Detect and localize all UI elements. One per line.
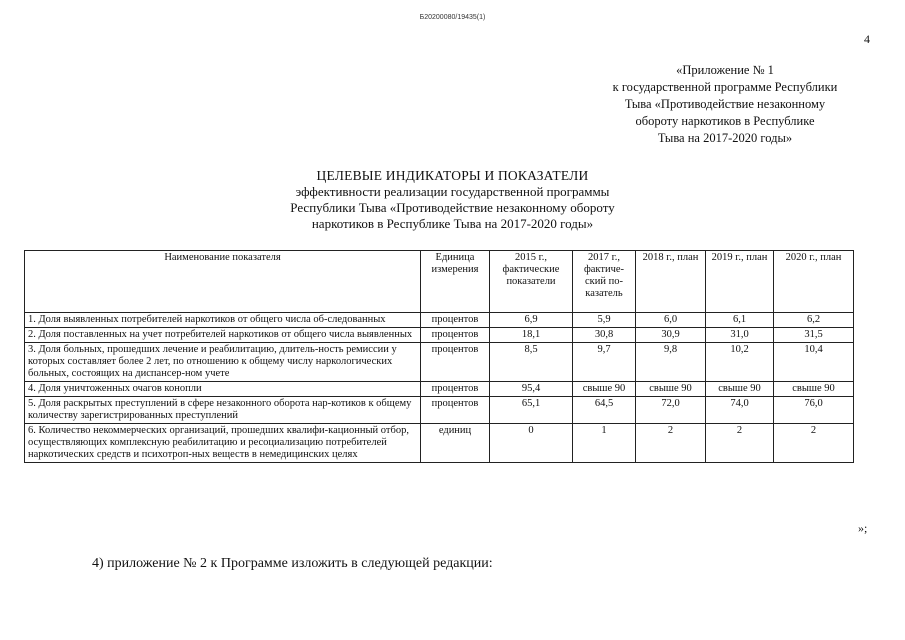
title-line: эффективности реализации государственной программы [295, 184, 610, 199]
indicator-value: 2 [706, 424, 774, 463]
indicator-value: 30,8 [573, 328, 636, 343]
table-row [25, 424, 854, 463]
indicator-unit: единиц [421, 424, 490, 463]
indicator-value: 10,4 [774, 343, 854, 382]
indicator-value: 31,0 [706, 328, 774, 343]
indicator-name: 5. Доля раскрытых преступлений в сфере незаконного оборота нар-котиков к общему количеству зарегистрированных преступлений [25, 397, 421, 424]
title-line: ЦЕЛЕВЫЕ ИНДИКАТОРЫ И ПОКАЗАТЕЛИ [316, 168, 589, 183]
indicator-value: 76,0 [774, 397, 854, 424]
indicator-name: 2. Доля поставленных на учет потребителей наркотиков от общего числа выявленных [25, 328, 421, 343]
table-row [25, 328, 854, 343]
amendment-instruction: 4) приложение № 2 к Программе изложить в следующей редакции: [92, 556, 493, 571]
indicator-value: 5,9 [573, 313, 636, 328]
indicator-value: 2 [636, 424, 706, 463]
indicator-value: 18,1 [490, 328, 573, 343]
indicator-value: 6,1 [706, 313, 774, 328]
indicator-name: 1. Доля выявленных потребителей наркотиков от общего числа об-следованных [25, 313, 421, 328]
closing-quote-mark: »; [858, 521, 868, 535]
indicator-name: 3. Доля больных, прошедших лечение и реабилитацию, длитель-ность ремиссии у которых составляет более 2 лет, по отношению к общему числу наркологических больных, состоящих на диспансер-ном учете [25, 343, 421, 382]
indicator-value: 6,9 [490, 313, 573, 328]
indicator-value: 95,4 [490, 382, 573, 397]
indicator-value: 0 [490, 424, 573, 463]
indicator-value: свыше 90 [573, 382, 636, 397]
indicator-name: 6. Количество некоммерческих организаций, прошедших квалифи-кационный отбор, осуществляющих комплексную реабилитацию и ресоциализацию потребителей наркотических средств и психотроп-ных веществ в немедицинских целях [25, 424, 421, 463]
indicator-value: 64,5 [573, 397, 636, 424]
appendix-line: Тыва «Противодействие незаконному [624, 97, 826, 111]
indicator-value: 6,2 [774, 313, 854, 328]
table-row [25, 382, 854, 397]
table-row [25, 313, 854, 328]
indicator-value: 9,8 [636, 343, 706, 382]
indicator-value: свыше 90 [636, 382, 706, 397]
indicator-unit: процентов [421, 397, 490, 424]
indicator-value: 31,5 [774, 328, 854, 343]
indicator-value: 10,2 [706, 343, 774, 382]
title-line: Республики Тыва «Противодействие незаконному обороту [290, 200, 615, 215]
indicator-unit: процентов [421, 313, 490, 328]
table-header-row [25, 251, 854, 313]
header-cell: 2017 г., фактиче-ский по-казатель [573, 251, 636, 313]
appendix-line: «Приложение № 1 [676, 63, 774, 77]
title-line: наркотиков в Республике Тыва на 2017-2020 годы» [311, 216, 594, 231]
indicator-value: 74,0 [706, 397, 774, 424]
indicator-value: 1 [573, 424, 636, 463]
appendix-line: обороту наркотиков в Республике [635, 114, 815, 128]
indicator-value: 6,0 [636, 313, 706, 328]
indicator-value: 9,7 [573, 343, 636, 382]
indicator-unit: процентов [421, 343, 490, 382]
header-cell: 2015 г., фактические показатели [490, 251, 573, 313]
appendix-heading [560, 62, 890, 147]
indicator-value: свыше 90 [706, 382, 774, 397]
header-cell: 2019 г., план [706, 251, 774, 313]
indicator-unit: процентов [421, 328, 490, 343]
indicator-value: 8,5 [490, 343, 573, 382]
header-cell: 2018 г., план [636, 251, 706, 313]
table-row [25, 343, 854, 382]
document-code: Б20200080/19435(1) [419, 14, 486, 21]
header-cell: Наименование показателя [25, 251, 421, 313]
table-row [25, 397, 854, 424]
indicator-value: 30,9 [636, 328, 706, 343]
indicator-value: свыше 90 [774, 382, 854, 397]
indicators-table [24, 250, 854, 463]
indicator-name: 4. Доля уничтоженных очагов конопли [25, 382, 421, 397]
indicator-value: 2 [774, 424, 854, 463]
appendix-line: Тыва на 2017-2020 годы» [657, 131, 793, 145]
header-cell: 2020 г., план [774, 251, 854, 313]
indicator-value: 72,0 [636, 397, 706, 424]
page-number: 4 [864, 32, 870, 46]
appendix-line: к государственной программе Республики [612, 80, 838, 94]
indicator-value: 65,1 [490, 397, 573, 424]
document-title [200, 168, 705, 232]
header-cell: Единица измерения [421, 251, 490, 313]
indicator-unit: процентов [421, 382, 490, 397]
